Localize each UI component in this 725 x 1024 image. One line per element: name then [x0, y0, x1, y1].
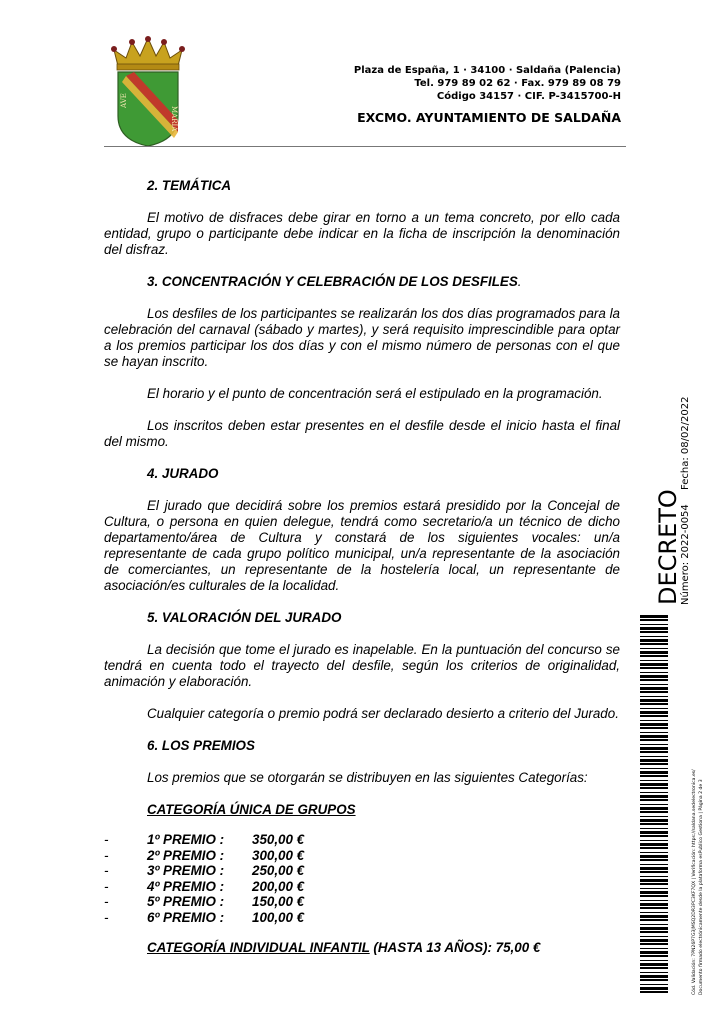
prize-row: [104, 894, 620, 910]
prize-row: [104, 910, 620, 926]
paragraph-horario: El horario y el punto de concentración será el estipulado en la programación.: [147, 386, 603, 401]
stamp-fecha: Fecha: 08/02/2022: [680, 396, 691, 490]
prize-amount: 150,00 €: [252, 894, 305, 910]
stamp-documento: Documento firmado electrónicamente desde la plataforma esPublico Gestiona | Página 2 de 3: [699, 779, 704, 995]
prize-amount: 100,00 €: [252, 909, 305, 925]
paragraph-desierto: Cualquier categoría o premio podrá ser declarado desierto a criterio del Jurado.: [147, 706, 619, 721]
prize-amount: 350,00 €: [252, 832, 305, 847]
prize-dash: -: [104, 847, 109, 863]
prize-label: 3º PREMIO :: [147, 863, 225, 879]
paragraph-premios: Los premios que se otorgarán se distribuyen en las siguientes Categorías:: [147, 770, 588, 785]
phone-line: Tel. 979 89 02 62 · Fax. 979 89 08 79: [414, 78, 621, 89]
municipal-crest-logo: [104, 36, 192, 148]
prize-row: [104, 879, 620, 895]
section-title-jurado: 4. JURADO: [147, 466, 219, 481]
prize-amount: 200,00 €: [252, 878, 305, 894]
prize-list: [104, 832, 620, 926]
code-line: Código 34157 · CIF. P-3415700-H: [436, 91, 621, 102]
prize-row: [104, 832, 620, 848]
prize-dash: -: [104, 909, 109, 925]
category-title-infantil: [104, 940, 620, 956]
prize-amount: 250,00 €: [252, 863, 305, 879]
address-line: Plaza de España, 1 · 34100 · Saldaña (Palencia): [353, 65, 621, 76]
address-block: [354, 64, 621, 103]
prize-label: 1º PREMIO :: [147, 832, 225, 847]
prize-row: [104, 848, 620, 864]
prize-label: 4º PREMIO :: [147, 878, 225, 894]
organization-name: EXCMO. AYUNTAMIENTO DE SALDAÑA: [357, 110, 621, 125]
prize-dash: -: [104, 878, 109, 894]
stamp-type: DECRETO: [654, 489, 682, 605]
paragraph-jurado: El jurado que decidirá sobre los premios estará presidido por la Concejal de Cultura, o persona en quien delegue, tendrá como secretario/a un técnico de dicho departamento/área de Cultura y constará de los siguientes vocales: un/a representante de cada grupo político municipal, un/a representante de la asociación de comerciantes, un representante de la hostelería local, un representante de asociación/es culturales de la localidad.: [104, 498, 620, 593]
prize-label: 6º PREMIO :: [147, 909, 225, 925]
document-body: [104, 178, 620, 956]
section-title-tematica: 2. TEMÁTICA: [147, 178, 232, 193]
category-title-infantil-rest: (HASTA 13 AÑOS): 75,00 €: [369, 939, 541, 955]
prize-dash: -: [104, 832, 109, 847]
paragraph-inscritos: Los inscritos deben estar presentes en el desfile desde el inicio hasta el final del mismo.: [104, 418, 620, 449]
category-title-grupos-text: CATEGORÍA ÚNICA DE GRUPOS: [147, 802, 356, 817]
crest-text-right: MARIA: [170, 106, 178, 132]
header-divider: [104, 146, 626, 147]
section-title-valoracion: 5. VALORACIÓN DEL JURADO: [147, 610, 342, 625]
prize-dash: -: [104, 894, 109, 910]
paragraph-decision: La decisión que tome el jurado es inapelable. En la puntuación del concurso se tendrá en cuenta todo el trayecto del desfile, según los criterios de originalidad, animación y elaboración.: [104, 642, 620, 689]
paragraph-desfiles: Los desfiles de los participantes se realizarán los dos días programados para la celebración del carnaval (sábado y martes), y será requisito imprescindible para optar a los premios participar los dos días y con el mismo número de personas con el que se hayan inscrito.: [104, 306, 620, 369]
prize-row: [104, 863, 620, 879]
category-title-infantil-text: CATEGORÍA INDIVIDUAL INFANTIL: [147, 939, 370, 955]
prize-label: 5º PREMIO :: [147, 894, 225, 910]
stamp-numero: Número: 2022-0054: [680, 504, 691, 605]
section-title-concentracion: [104, 274, 620, 290]
prize-label: 2º PREMIO :: [147, 847, 225, 863]
barcode: [640, 615, 668, 993]
prize-dash: -: [104, 863, 109, 879]
section-title-concentracion-text: 3. CONCENTRACIÓN Y CELEBRACIÓN DE LOS DESFILES: [147, 274, 518, 289]
stamp-verificacion: Cód. Validación: 7PN26P7G3JMSQ2DR3PC3KF7QX | Verificación: https://saldana.sedelectronica.es/: [692, 769, 697, 995]
crest-text-left: AVE: [120, 93, 128, 108]
electronic-signature-stamp: [640, 395, 710, 1000]
section-title-premios: 6. LOS PREMIOS: [147, 738, 255, 753]
prize-amount: 300,00 €: [252, 847, 305, 863]
section-title-period: .: [517, 274, 522, 289]
category-title-grupos: [104, 802, 620, 818]
paragraph-tematica: El motivo de disfraces debe girar en torno a un tema concreto, por ello cada entidad, grupo o participante debe indicar en la ficha de inscripción la denominación del disfraz.: [104, 210, 620, 257]
